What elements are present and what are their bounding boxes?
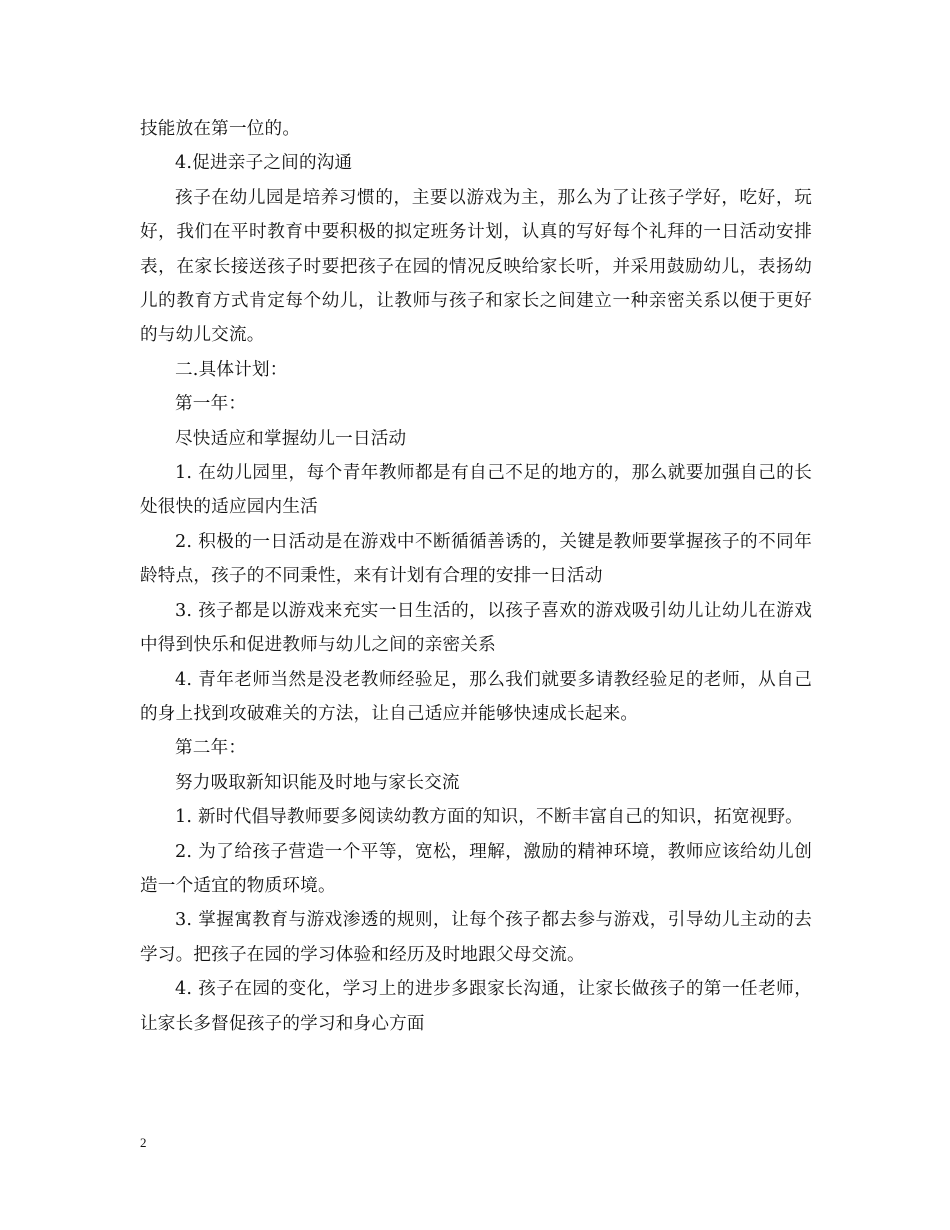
list-item: 1. 在幼儿园里，每个青年教师都是有自己不足的地方的，那么就要加强自己的长处很快的适应园内生活 [140, 463, 812, 518]
year-heading: 第一年： [175, 394, 247, 415]
year-heading: 第二年： [175, 738, 247, 759]
page-number: 2 [140, 1135, 147, 1150]
paragraph: 技能放在第一位的。 [140, 119, 301, 139]
list-item: 1. 新时代倡导教师要多阅读幼教方面的知识，不断丰富自己的知识，拓宽视野。 [175, 807, 803, 828]
list-item: 2. 积极的一日活动是在游戏中不断循循善诱的，关键是教师要掌握孩子的不同年龄特点，孩子的不同秉性，来有计划有合理的安排一日活动 [140, 531, 812, 587]
year-goal: 努力吸取新知识能及时地与家长交流 [175, 772, 460, 793]
paragraph: 孩子在幼儿园是培养习惯的，主要以游戏为主，那么为了让孩子学好，吃好，玩好，我们在平时教育中要积极的拟定班务计划，认真的写好每个礼拜的一日活动安排表，在家长接送孩子时要把孩子在园的情况反映给家长听，并采用鼓励幼儿，表扬幼儿的教育方式肯定每个幼儿，让教师与孩子和家长之间建立一种亲密关系以便于更好的与幼儿交流。 [140, 187, 812, 346]
list-item: 2. 为了给孩子营造一个平等，宽松，理解，激励的精神环境，教师应该给幼儿创造一个适宜的物质环境。 [140, 841, 812, 896]
list-item: 4. 孩子在园的变化，学习上的进步多跟家长沟通，让家长做孩子的第一任老师，让家长多督促孩子的学习和身心方面 [140, 979, 812, 1034]
document-body [140, 112, 812, 1041]
year-goal: 尽快适应和掌握幼儿一日活动 [175, 428, 407, 449]
list-item: 4. 青年老师当然是没老教师经验足，那么我们就要多请教经验足的老师，从自己的身上找到攻破难关的方法，让自己适应并能够快速成长起来。 [140, 669, 812, 724]
list-item: 3. 掌握寓教育与游戏渗透的规则，让每个孩子都去参与游戏，引导幼儿主动的去学习。把孩子在园的学习体验和经历及时地跟父母交流。 [140, 910, 812, 965]
list-item: 3. 孩子都是以游戏来充实一日生活的，以孩子喜欢的游戏吸引幼儿让幼儿在游戏中得到快乐和促进教师与幼儿之间的亲密关系 [140, 600, 812, 656]
section-heading: 4.促进亲子之间的沟通 [175, 153, 353, 174]
section-heading: 二.具体计划： [175, 359, 288, 380]
